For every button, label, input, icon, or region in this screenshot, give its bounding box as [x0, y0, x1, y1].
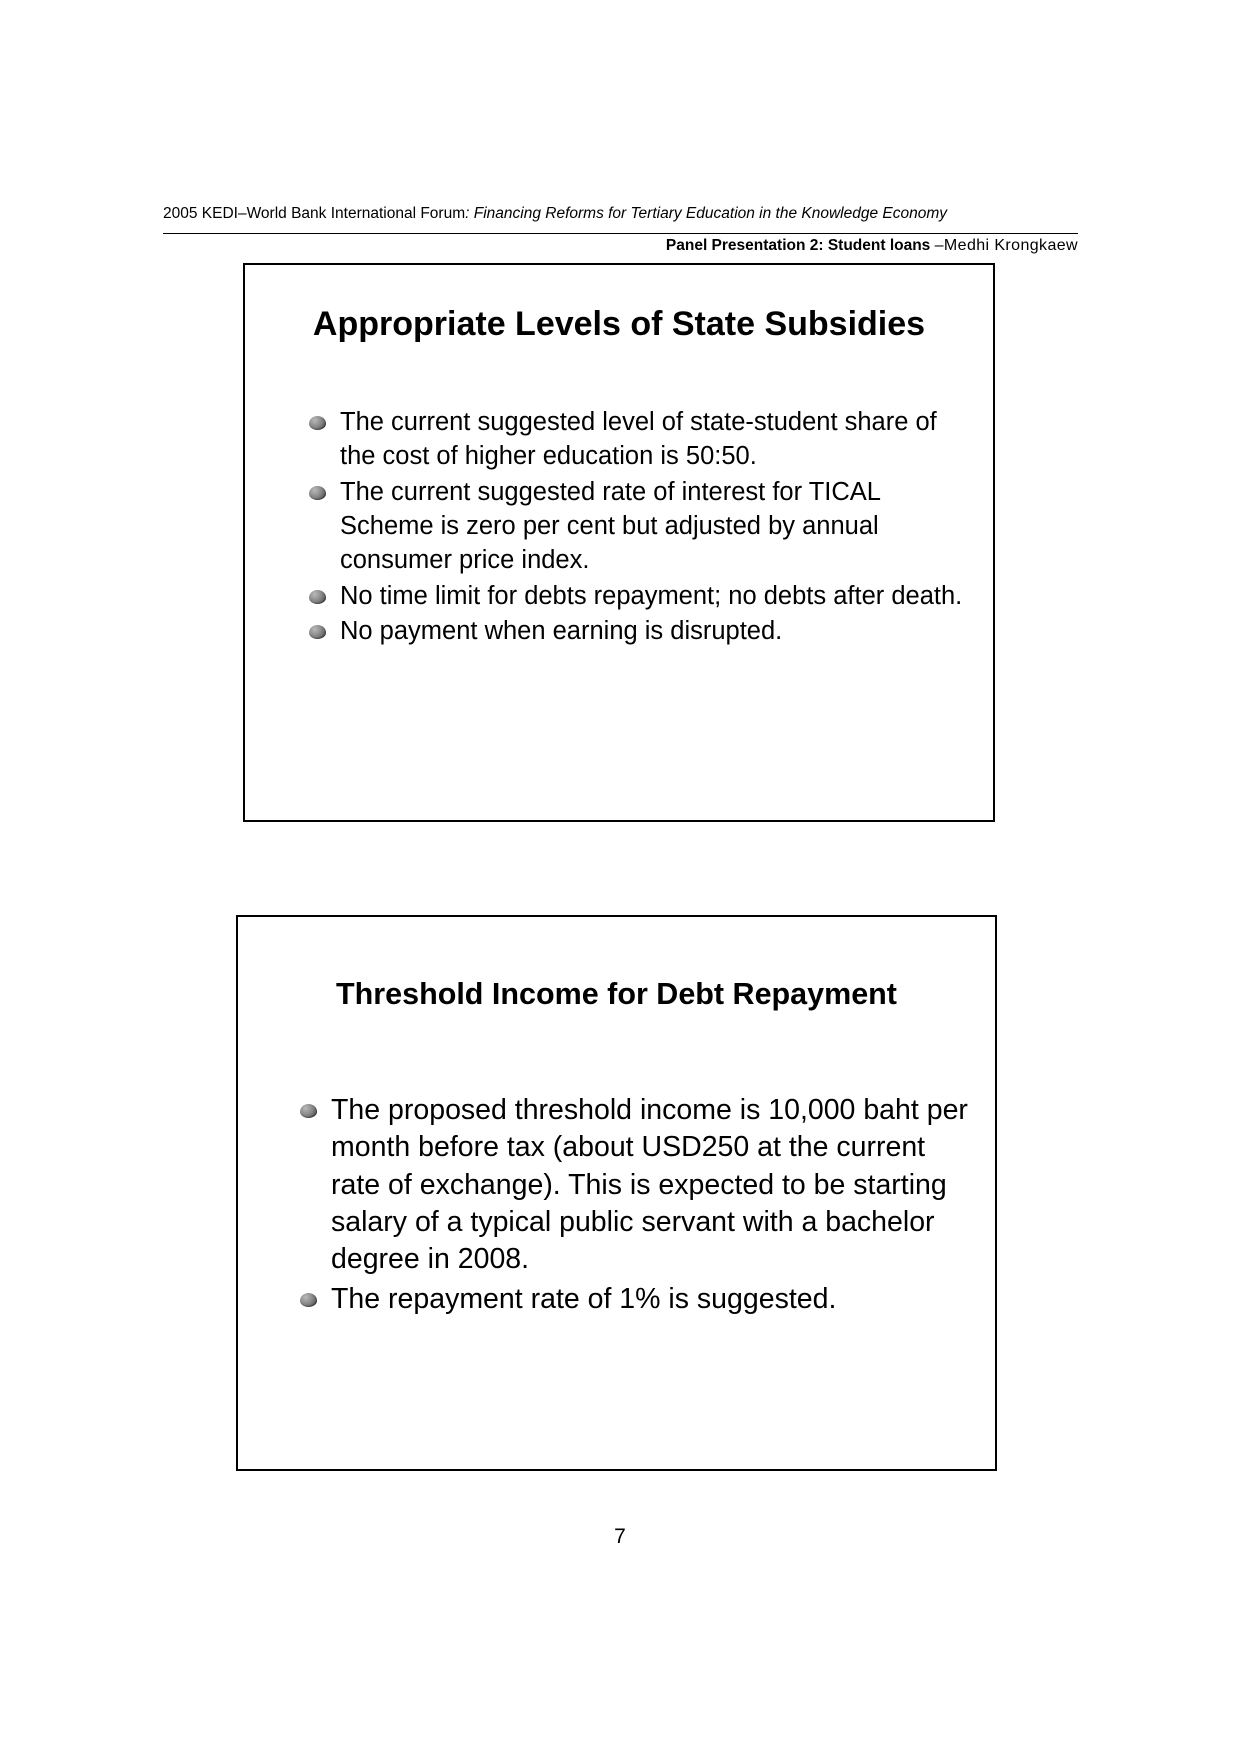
list-item	[298, 1092, 977, 1279]
bullet-text: The current suggested level of state-student share of the cost of higher education is 50:50.	[340, 408, 937, 470]
page-number: 7	[614, 1525, 626, 1548]
header-forum-subtitle: : Financing Reforms for Tertiary Education in the Knowledge Economy	[465, 205, 948, 222]
list-item	[307, 580, 967, 614]
header-presenter-name: –Medhi Krongkaew	[934, 237, 1078, 254]
bullet-text: No payment when earning is disrupted.	[340, 617, 783, 646]
bullet-text: The proposed threshold income is 10,000 baht per month before tax (about USD250 at the current rate of exchange). This is expected to be starting salary of a typical public servant with a bachelor degree in 2008.	[331, 1094, 968, 1276]
slide-bullet-list	[245, 406, 993, 649]
header-presentation-title: Panel Presentation 2: Student loans	[665, 237, 931, 254]
sphere-bullet-icon	[309, 486, 326, 500]
list-item	[298, 1281, 977, 1318]
bullet-text: No time limit for debts repayment; no debts after death.	[340, 581, 963, 610]
list-item	[307, 406, 967, 474]
header-forum-title: 2005 KEDI–World Bank International Forum	[163, 205, 466, 222]
sphere-bullet-icon	[309, 416, 326, 430]
list-item	[307, 476, 967, 578]
slide-threshold-income-for-debt-repayment	[236, 915, 997, 1471]
slide-bullet-list	[238, 1092, 995, 1318]
sphere-bullet-icon	[309, 590, 326, 604]
list-item	[307, 615, 967, 649]
page-header	[163, 205, 1078, 254]
slide-appropriate-levels-of-state-subsidies	[243, 263, 995, 822]
bullet-text: The repayment rate of 1% is suggested.	[331, 1282, 837, 1315]
sphere-bullet-icon	[300, 1104, 317, 1118]
slide-title: Appropriate Levels of State Subsidies	[312, 305, 926, 343]
sphere-bullet-icon	[309, 625, 326, 639]
header-presentation-line	[666, 237, 1078, 255]
bullet-text: The current suggested rate of interest for TICAL Scheme is zero per cent but adjusted by annual consumer price index.	[340, 477, 881, 574]
slide-title: Threshold Income for Debt Repayment	[336, 977, 897, 1011]
header-forum-line	[163, 205, 1078, 224]
sphere-bullet-icon	[300, 1293, 317, 1307]
header-divider	[163, 233, 1078, 234]
